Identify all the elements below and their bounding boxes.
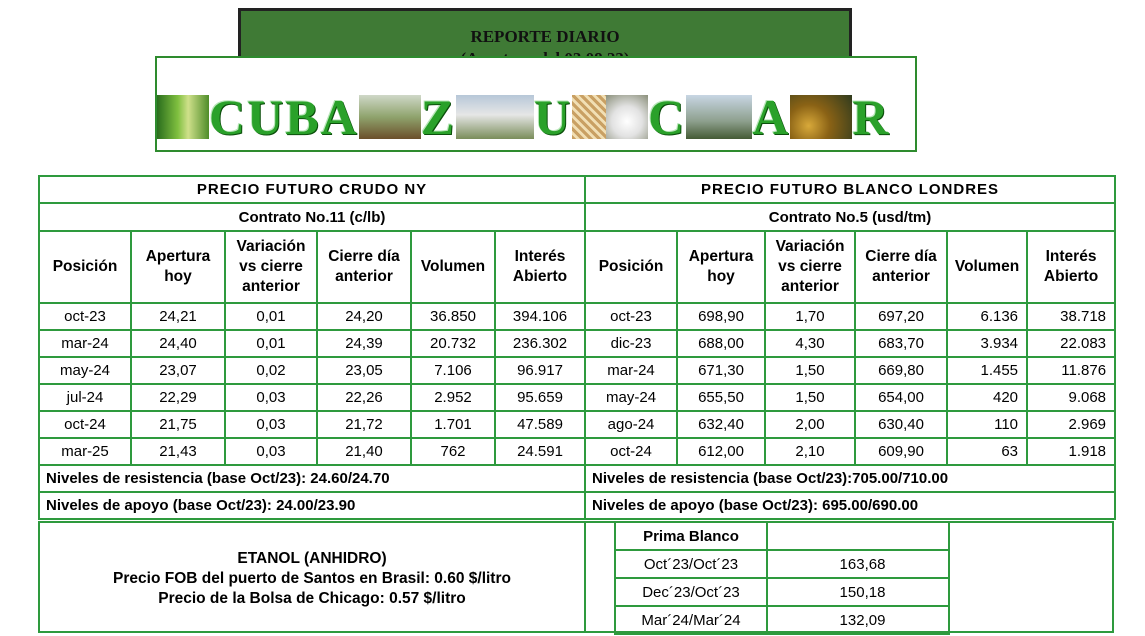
londres-cell: 688,00: [677, 330, 765, 357]
londres-cell: may-24: [585, 384, 677, 411]
londres-cell: 3.934: [947, 330, 1027, 357]
sugar-mill-photo: [456, 95, 534, 139]
londres-cell: 683,70: [855, 330, 947, 357]
banner-letter-r: R: [852, 89, 891, 145]
column-header: Apertura hoy: [131, 231, 225, 303]
londres-title: PRECIO FUTURO BLANCO LONDRES: [585, 176, 1115, 203]
ny-cell: 24,39: [317, 330, 411, 357]
londres-cell: 698,90: [677, 303, 765, 330]
ny-cell: 22,26: [317, 384, 411, 411]
londres-cell: 1,50: [765, 357, 855, 384]
table-row: [39, 303, 1115, 330]
banner-letter-a: A: [752, 89, 791, 145]
londres-cell: 420: [947, 384, 1027, 411]
cane-field-photo: [359, 95, 421, 139]
report-title: REPORTE DIARIO: [470, 27, 620, 46]
londres-cell: 63: [947, 438, 1027, 465]
ny-cell: 21,43: [131, 438, 225, 465]
londres-support-levels: Niveles de apoyo (base Oct/23): 695.00/690.00: [585, 492, 1115, 519]
londres-cell: 110: [947, 411, 1027, 438]
ethanol-panel: [38, 521, 586, 633]
ethanol-title: ETANOL (ANHIDRO): [237, 550, 387, 567]
prima-value: 163,68: [767, 550, 949, 578]
banner-letter-u: U: [534, 89, 573, 145]
ny-support-levels: Niveles de apoyo (base Oct/23): 24.00/23.90: [39, 492, 585, 519]
cubazucar-banner: [155, 56, 917, 152]
column-header: Interés Abierto: [495, 231, 585, 303]
londres-cell: mar-24: [585, 357, 677, 384]
ny-cell: 21,75: [131, 411, 225, 438]
ny-cell: 24,20: [317, 303, 411, 330]
ny-cell: oct-23: [39, 303, 131, 330]
londres-cell: 630,40: [855, 411, 947, 438]
ny-cell: 24,21: [131, 303, 225, 330]
ny-cell: 36.850: [411, 303, 495, 330]
table-row: [39, 411, 1115, 438]
ethanol-chicago-price: Precio de la Bolsa de Chicago: 0.57 $/litro: [158, 590, 466, 607]
banner-letter-z: Z: [420, 89, 457, 145]
ny-cell: 0,03: [225, 411, 317, 438]
londres-cell: 697,20: [855, 303, 947, 330]
londres-cell: 1.455: [947, 357, 1027, 384]
ny-contract: Contrato No.11 (c/lb): [39, 203, 585, 231]
prima-period: Mar´24/Mar´24: [615, 606, 767, 634]
londres-cell: 609,90: [855, 438, 947, 465]
futures-table: [38, 175, 1116, 520]
londres-cell: 2.969: [1027, 411, 1115, 438]
londres-cell: oct-23: [585, 303, 677, 330]
ny-cell: 762: [411, 438, 495, 465]
ny-cell: 96.917: [495, 357, 585, 384]
ny-cell: 24,40: [131, 330, 225, 357]
prima-blanco-table: [614, 521, 950, 635]
ny-cell: 23,07: [131, 357, 225, 384]
ny-cell: 0,01: [225, 330, 317, 357]
column-header: Variación vs cierre anterior: [225, 231, 317, 303]
prima-period: Oct´23/Oct´23: [615, 550, 767, 578]
londres-cell: 4,30: [765, 330, 855, 357]
londres-cell: 1.918: [1027, 438, 1115, 465]
ny-cell: 21,40: [317, 438, 411, 465]
ny-cell: mar-25: [39, 438, 131, 465]
column-header: Interés Abierto: [1027, 231, 1115, 303]
londres-cell: oct-24: [585, 438, 677, 465]
ny-cell: 20.732: [411, 330, 495, 357]
white-sugar-photo: [606, 95, 648, 139]
column-header: Posición: [585, 231, 677, 303]
londres-cell: 612,00: [677, 438, 765, 465]
londres-cell: 655,50: [677, 384, 765, 411]
londres-cell: 671,30: [677, 357, 765, 384]
column-header: Cierre día anterior: [317, 231, 411, 303]
londres-cell: 1,50: [765, 384, 855, 411]
londres-resistance-levels: Niveles de resistencia (base Oct/23):705.00/710.00: [585, 465, 1115, 492]
prima-title-spacer: [767, 522, 949, 550]
ny-resistance-levels: Niveles de resistencia (base Oct/23): 24.60/24.70: [39, 465, 585, 492]
ny-cell: 1.701: [411, 411, 495, 438]
raw-sugar-photo: [572, 95, 606, 139]
table-row: [39, 357, 1115, 384]
column-header: Variación vs cierre anterior: [765, 231, 855, 303]
londres-cell: 1,70: [765, 303, 855, 330]
factory-photo: [686, 95, 752, 139]
column-header: Apertura hoy: [677, 231, 765, 303]
ny-cell: 24.591: [495, 438, 585, 465]
prima-period: Dec´23/Oct´23: [615, 578, 767, 606]
column-header: Volumen: [411, 231, 495, 303]
londres-cell: 654,00: [855, 384, 947, 411]
ny-cell: 0,03: [225, 384, 317, 411]
ny-cell: 0,01: [225, 303, 317, 330]
ny-cell: jul-24: [39, 384, 131, 411]
table-row: [39, 438, 1115, 465]
londres-cell: 2,00: [765, 411, 855, 438]
column-header: Posición: [39, 231, 131, 303]
ny-cell: oct-24: [39, 411, 131, 438]
londres-cell: ago-24: [585, 411, 677, 438]
ny-title: PRECIO FUTURO CRUDO NY: [39, 176, 585, 203]
londres-contract: Contrato No.5 (usd/tm): [585, 203, 1115, 231]
banner-letter-c: C: [648, 89, 687, 145]
ethanol-santos-price: Precio FOB del puerto de Santos en Brasil: 0.60 $/litro: [113, 570, 511, 587]
ny-cell: 7.106: [411, 357, 495, 384]
prima-title: Prima Blanco: [615, 522, 767, 550]
banner-letters-cuba: CUBA: [209, 89, 359, 145]
ny-cell: 47.589: [495, 411, 585, 438]
ny-cell: 23,05: [317, 357, 411, 384]
ny-cell: mar-24: [39, 330, 131, 357]
ny-cell: 2.952: [411, 384, 495, 411]
londres-cell: dic-23: [585, 330, 677, 357]
londres-cell: 669,80: [855, 357, 947, 384]
column-header: Volumen: [947, 231, 1027, 303]
londres-cell: 2,10: [765, 438, 855, 465]
ny-cell: 22,29: [131, 384, 225, 411]
londres-cell: 632,40: [677, 411, 765, 438]
prima-value: 150,18: [767, 578, 949, 606]
ny-cell: 394.106: [495, 303, 585, 330]
sugarcane-photo: [157, 95, 209, 139]
column-header: Cierre día anterior: [855, 231, 947, 303]
ny-cell: may-24: [39, 357, 131, 384]
londres-cell: 11.876: [1027, 357, 1115, 384]
ny-cell: 0,02: [225, 357, 317, 384]
table-row: [39, 330, 1115, 357]
londres-cell: 6.136: [947, 303, 1027, 330]
londres-cell: 22.083: [1027, 330, 1115, 357]
coins-photo: [790, 95, 852, 139]
ny-cell: 0,03: [225, 438, 317, 465]
ny-cell: 21,72: [317, 411, 411, 438]
londres-cell: 9.068: [1027, 384, 1115, 411]
ny-cell: 236.302: [495, 330, 585, 357]
table-row: [39, 384, 1115, 411]
prima-value: 132,09: [767, 606, 949, 634]
ny-cell: 95.659: [495, 384, 585, 411]
londres-cell: 38.718: [1027, 303, 1115, 330]
